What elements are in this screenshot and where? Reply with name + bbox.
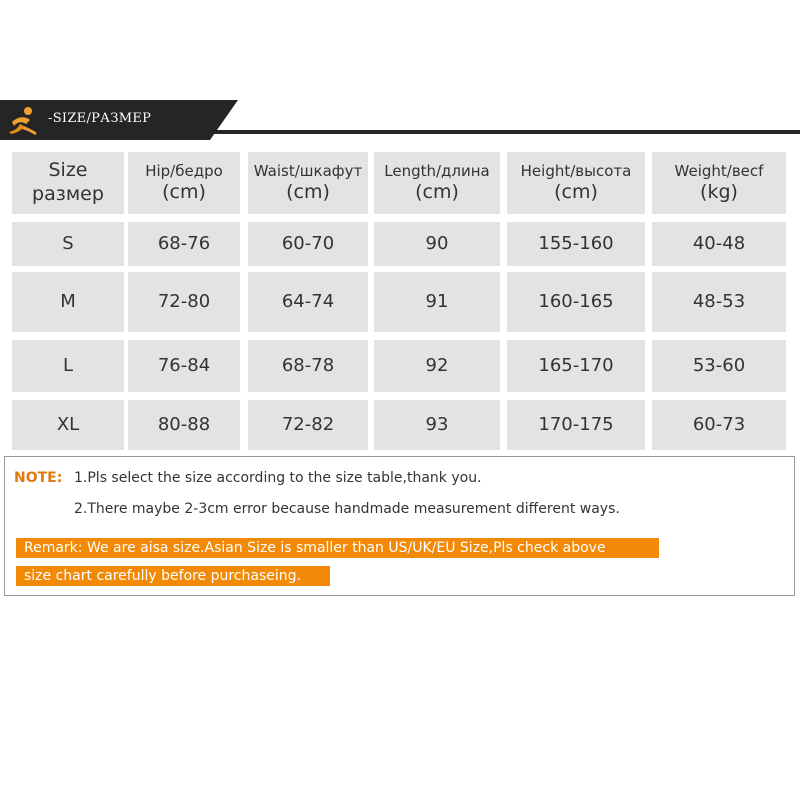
header-cell	[652, 152, 786, 214]
table-cell: 60-70	[248, 222, 368, 266]
size-label-cell: L	[12, 340, 124, 392]
header-label: Waist/шкафут	[253, 161, 363, 180]
table-cell: 68-76	[128, 222, 240, 266]
header-cell	[374, 152, 500, 214]
header-label: Height/высота	[520, 161, 632, 180]
header-unit: (cm)	[415, 180, 459, 203]
table-cell: 53-60	[652, 340, 786, 392]
table-cell: 155-160	[507, 222, 645, 266]
banner-title: -SIZE/РАЗМЕР	[48, 111, 152, 126]
table-cell: 40-48	[652, 222, 786, 266]
table-cell: 64-74	[248, 272, 368, 332]
banner-tail	[210, 100, 238, 140]
header-label: Hip/бедро	[145, 161, 223, 180]
table-cell: 160-165	[507, 272, 645, 332]
header-cell	[248, 152, 368, 214]
table-cell: 76-84	[128, 340, 240, 392]
table-cell: 72-80	[128, 272, 240, 332]
header-unit: (cm)	[286, 180, 330, 203]
size-label-cell: M	[12, 272, 124, 332]
table-cell: 90	[374, 222, 500, 266]
table-cell: 80-88	[128, 400, 240, 450]
note-line-2: 2.There maybe 2-3cm error because handmade measurement different ways.	[74, 501, 620, 517]
table-cell: 170-175	[507, 400, 645, 450]
remark-line-1: Remark: We are aisa size.Asian Size is smaller than US/UK/EU Size,Pls check above	[16, 538, 659, 558]
header-label: Length/длина	[384, 161, 490, 180]
header-cell	[128, 152, 240, 214]
size-label-cell: XL	[12, 400, 124, 450]
banner-underline	[0, 130, 800, 134]
table-cell: 60-73	[652, 400, 786, 450]
header-unit: (cm)	[162, 180, 206, 203]
header-cell	[12, 152, 124, 214]
header-unit: (kg)	[700, 180, 738, 203]
table-cell: 72-82	[248, 400, 368, 450]
note-line-1: 1.Pls select the size according to the size table,thank you.	[74, 470, 482, 486]
brand-logo-icon	[6, 104, 40, 136]
table-cell: 68-78	[248, 340, 368, 392]
table-cell: 92	[374, 340, 500, 392]
remark-line-2: size chart carefully before purchaseing.	[16, 566, 330, 586]
table-cell: 91	[374, 272, 500, 332]
header-label: Size	[48, 159, 88, 182]
table-cell: 93	[374, 400, 500, 450]
note-label: NOTE:	[14, 470, 63, 486]
header-unit: размер	[32, 183, 104, 205]
table-cell: 48-53	[652, 272, 786, 332]
header-unit: (cm)	[554, 180, 598, 203]
header-label: Weight/весf	[674, 161, 764, 180]
size-label-cell: S	[12, 222, 124, 266]
table-cell: 165-170	[507, 340, 645, 392]
header-cell	[507, 152, 645, 214]
